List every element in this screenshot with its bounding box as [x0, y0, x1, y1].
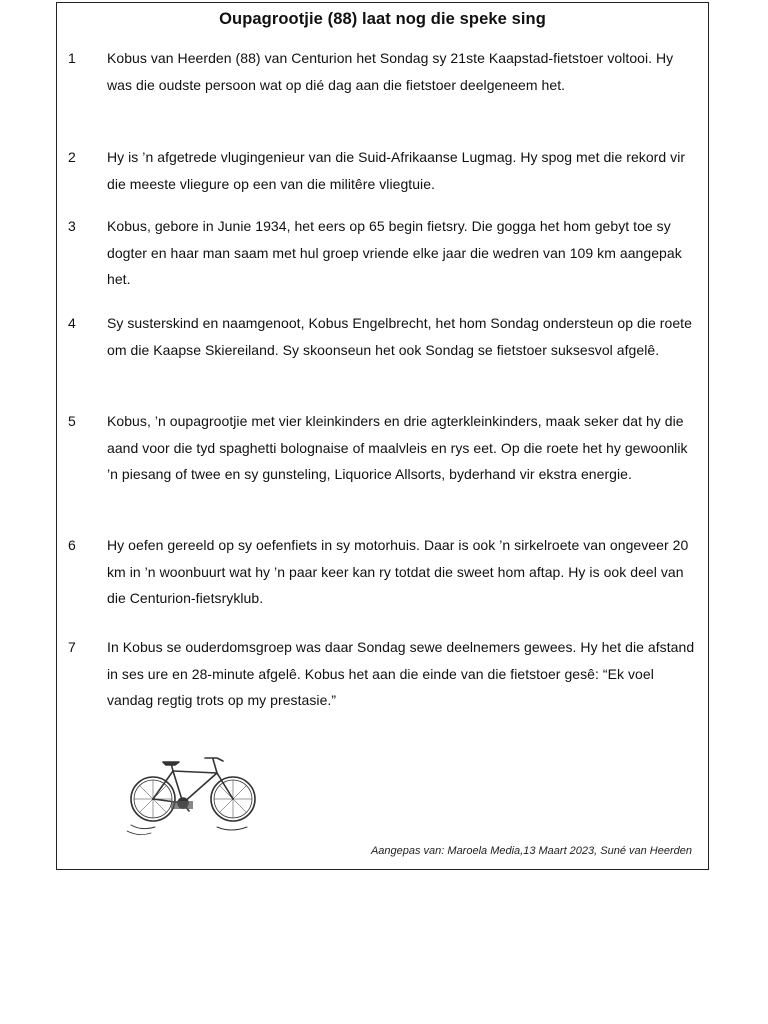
paragraph-number: 5	[68, 413, 76, 429]
paragraph-number: 2	[68, 149, 76, 165]
paragraph-text: Hy is ’n afgetrede vlugingenieur van die Suid-Afrikaanse Lugmag. Hy spog met die rekord vir die meeste vliegure op een van die militêre vliegtuie.	[107, 149, 686, 192]
paragraph-text: In Kobus se ouderdomsgroep was daar Sondag sewe deelnemers gewees. Hy het die afstand in ses ure en 28-minute afgelê. Kobus het aan die einde van die fietstoer gesê: “Ek voel vandag regtig trots op my prestasie.”	[107, 639, 695, 708]
paragraph-number: 7	[68, 639, 76, 655]
article-frame	[56, 2, 709, 870]
paragraph-text: Sy susterskind en naamgenoot, Kobus Engelbrecht, het hom Sondag ondersteun op die roete om die Kaapse Skiereiland. Sy skoonseun het ook Sondag se fietstoer suksesvol afgelê.	[107, 315, 692, 358]
paragraph-number: 6	[68, 537, 76, 553]
paragraph-text: Kobus van Heerden (88) van Centurion het Sondag sy 21ste Kaapstad-fietstoer voltooi. Hy was die oudste persoon wat op dié dag aan die fietstoer deelgeneem het.	[107, 50, 674, 93]
source-citation: Aangepas van: Maroela Media,13 Maart 2023, Suné van Heerden	[370, 845, 692, 857]
bicycle-icon	[121, 747, 271, 839]
paragraph-text: Kobus, gebore in Junie 1934, het eers op 65 begin fietsry. Die gogga het hom gebyt toe sy dogter en haar man saam met hul groep vriende elke jaar die wedren van 109 km aangepak het.	[107, 218, 682, 287]
paragraph-number: 4	[68, 315, 76, 331]
paragraph-number: 3	[68, 218, 76, 234]
paragraph-text: Kobus, ’n oupagrootjie met vier kleinkinders en drie agterkleinkinders, maak seker dat hy die aand voor die tyd spaghetti bolognaise of maalvleis en rys eet. Op die roete het hy gewoonlik ’n piesang of twee en sy gunsteling, Liquorice Allsorts, byderhand vir ekstra energie.	[107, 413, 688, 482]
paragraph-number: 1	[68, 50, 76, 66]
article-title: Oupagrootjie (88) laat nog die speke sing	[219, 10, 546, 28]
paragraph-text: Hy oefen gereeld op sy oefenfiets in sy motorhuis. Daar is ook ’n sirkelroete van ongeveer 20 km in ’n woonbuurt wat hy ’n paar keer kan ry totdat die sweet hom aftap. Hy is ook deel van die Centurion-fietsryklub.	[107, 537, 689, 606]
